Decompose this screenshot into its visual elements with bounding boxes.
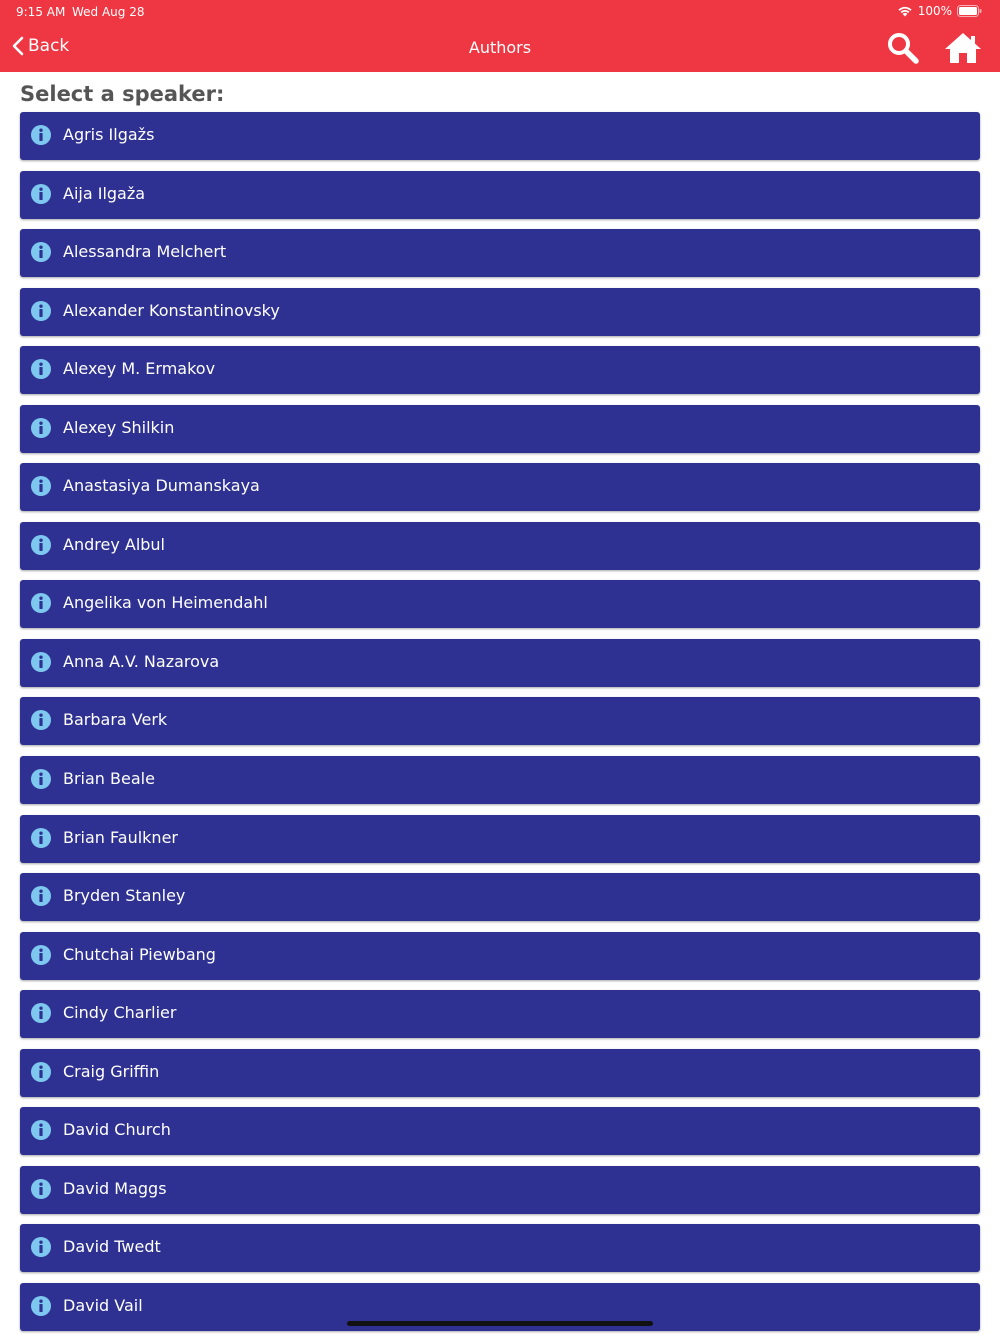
battery-icon — [957, 5, 982, 17]
speaker-name: Agris Ilgažs — [63, 125, 155, 144]
speaker-item[interactable] — [20, 932, 980, 980]
info-icon[interactable] — [31, 593, 51, 613]
info-icon[interactable] — [31, 1296, 51, 1316]
home-icon[interactable] — [943, 31, 983, 65]
back-button[interactable] — [12, 36, 69, 56]
speaker-item[interactable] — [20, 229, 980, 277]
section-heading: Select a speaker: — [20, 82, 225, 106]
header-bar — [0, 0, 1000, 72]
speaker-item[interactable] — [20, 815, 980, 863]
speaker-name: Cindy Charlier — [63, 1003, 177, 1023]
info-icon[interactable] — [31, 535, 51, 555]
speaker-name: Alexander Konstantinovsky — [63, 300, 280, 320]
speaker-name: Andrey Albul — [63, 534, 165, 554]
info-icon[interactable] — [31, 1003, 51, 1023]
search-icon[interactable] — [886, 31, 920, 65]
speaker-item[interactable] — [20, 1166, 980, 1214]
speaker-name: Barbara Verk — [63, 710, 168, 730]
speaker-name: Alexey M. Ermakov — [63, 359, 216, 379]
info-icon[interactable] — [31, 125, 51, 145]
speaker-name: Angelika von Heimendahl — [63, 593, 268, 613]
speaker-name: David Maggs — [63, 1178, 167, 1198]
info-icon[interactable] — [31, 184, 51, 204]
speaker-item[interactable] — [20, 580, 980, 628]
speaker-name: Aija Ilgaža — [63, 183, 146, 203]
speaker-name: David Vail — [63, 1295, 143, 1315]
speaker-item[interactable] — [20, 1107, 980, 1155]
battery-percent: 100% — [917, 4, 952, 18]
status-date: Wed Aug 28 — [72, 5, 145, 19]
home-indicator[interactable] — [347, 1321, 653, 1326]
info-icon[interactable] — [31, 1179, 51, 1199]
page-title: Authors — [468, 38, 532, 57]
speaker-item[interactable] — [20, 171, 980, 219]
speaker-name: Craig Griffin — [63, 1061, 160, 1081]
info-icon[interactable] — [31, 828, 51, 848]
info-icon[interactable] — [31, 769, 51, 789]
speaker-item[interactable] — [20, 288, 980, 336]
speaker-name: Alessandra Melchert — [63, 242, 227, 262]
speaker-name: David Church — [63, 1120, 171, 1140]
speaker-item[interactable] — [20, 756, 980, 804]
speaker-item[interactable] — [20, 463, 980, 511]
speaker-item[interactable] — [20, 873, 980, 921]
speaker-name: Anna A.V. Nazarova — [63, 651, 220, 671]
info-icon[interactable] — [31, 1120, 51, 1140]
chevron-left-icon — [12, 36, 24, 56]
speaker-item[interactable] — [20, 990, 980, 1038]
info-icon[interactable] — [31, 1237, 51, 1257]
info-icon[interactable] — [31, 1062, 51, 1082]
info-icon[interactable] — [31, 886, 51, 906]
speaker-item[interactable] — [20, 697, 980, 745]
wifi-icon — [897, 5, 913, 17]
speaker-name: Brian Beale — [63, 769, 155, 789]
speaker-item[interactable] — [20, 112, 980, 160]
speaker-name: Brian Faulkner — [63, 827, 178, 847]
speaker-name: David Twedt — [63, 1237, 161, 1257]
info-icon[interactable] — [31, 359, 51, 379]
speaker-item[interactable] — [20, 1224, 980, 1272]
info-icon[interactable] — [31, 301, 51, 321]
speaker-name: Bryden Stanley — [63, 886, 186, 906]
speaker-name: Chutchai Piewbang — [63, 944, 216, 964]
info-icon[interactable] — [31, 418, 51, 438]
speaker-name: Alexey Shilkin — [63, 417, 175, 437]
speaker-list — [20, 112, 980, 1334]
info-icon[interactable] — [31, 476, 51, 496]
info-icon[interactable] — [31, 945, 51, 965]
speaker-item[interactable] — [20, 405, 980, 453]
info-icon[interactable] — [31, 652, 51, 672]
speaker-name: Anastasiya Dumanskaya — [63, 476, 260, 496]
info-icon[interactable] — [31, 242, 51, 262]
speaker-item[interactable] — [20, 346, 980, 394]
status-indicators — [897, 4, 982, 18]
speaker-item[interactable] — [20, 522, 980, 570]
status-time: 9:15 AM — [16, 5, 66, 19]
speaker-item[interactable] — [20, 639, 980, 687]
back-label: Back — [28, 36, 70, 56]
info-icon[interactable] — [31, 710, 51, 730]
speaker-item[interactable] — [20, 1049, 980, 1097]
